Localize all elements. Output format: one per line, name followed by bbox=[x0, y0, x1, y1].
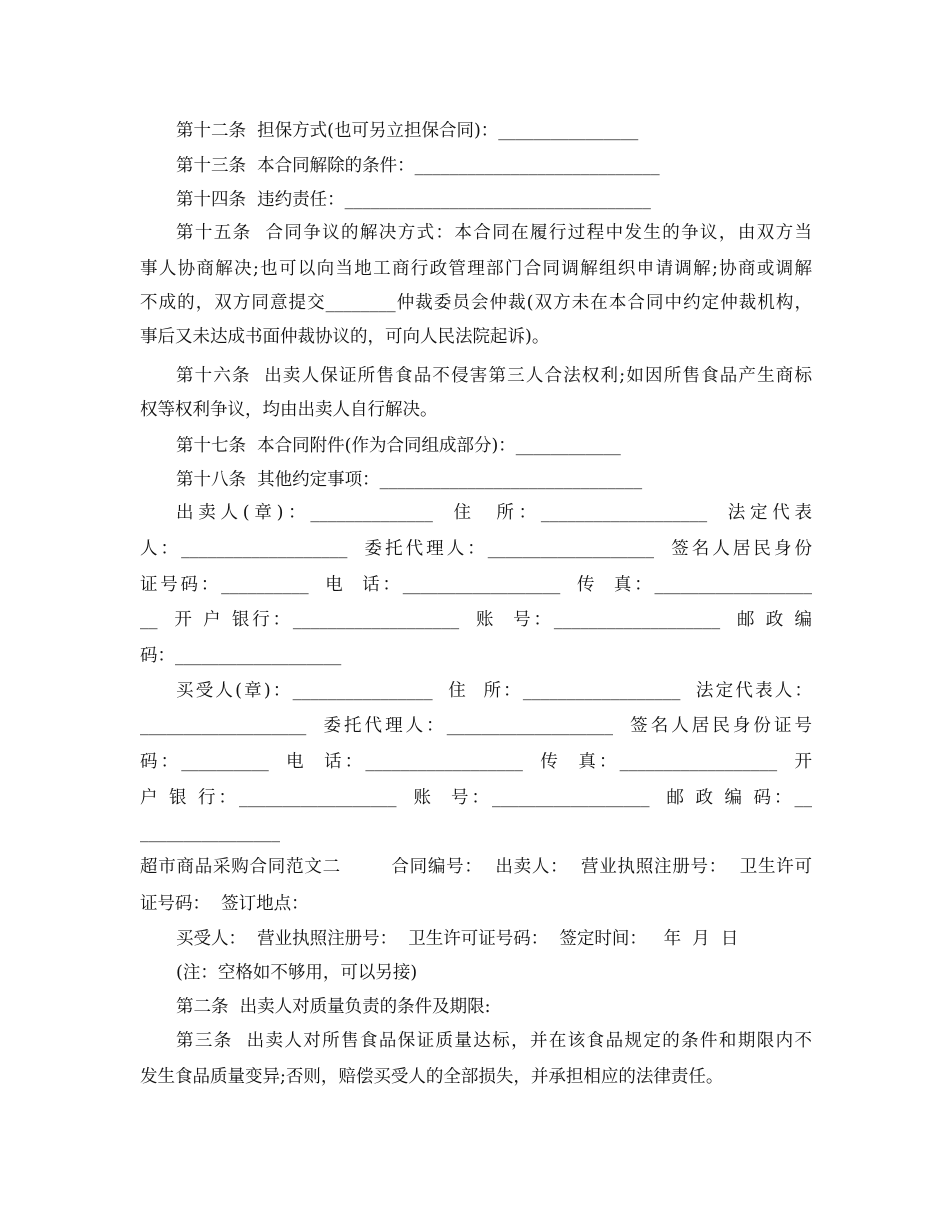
clause-15-line-4: 事后又未达成书面仲裁协议的，可向人民法院起诉)。 bbox=[140, 327, 550, 347]
seller-info-line-5: 码：___________________ bbox=[140, 646, 342, 666]
clause-15-line-1: 第十五条 合同争议的解决方式：本合同在履行过程中发生的争议，由双方当 bbox=[176, 223, 812, 243]
clause-16-line-1: 第十六条 出卖人保证所售食品不侵害第三人合法权利;如因所售食品产生商标 bbox=[176, 366, 812, 386]
clause-3-line-2: 发生食品质量变异;否则，赔偿买受人的全部损失，并承担相应的法律责任。 bbox=[140, 1067, 724, 1087]
seller-info-line-3: 证号码：__________ 电 话：__________________ 传 真：__________________ bbox=[140, 575, 812, 595]
seller-info-line-2: 人：___________________ 委托代理人：___________________ 签名人居民身份 bbox=[140, 539, 812, 559]
buyer-info-line-2: ___________________ 委托代理人：___________________ 签名人居民身份证号 bbox=[140, 716, 812, 736]
clause-16-line-2: 权等权利争议，均由出卖人自行解决。 bbox=[140, 400, 438, 420]
contract-two-header-line-2: 证号码： 签订地点： bbox=[140, 894, 309, 914]
clause-18-other: 第十八条 其他约定事项：______________________________ bbox=[176, 470, 643, 490]
contract-two-buyer-line: 买受人： 营业执照注册号： 卫生许可证号码： 签定时间： 年 月 日 bbox=[176, 929, 739, 949]
clause-13-termination: 第十三条 本合同解除的条件：____________________________ bbox=[176, 156, 660, 176]
clause-3-line-1: 第三条 出卖人对所售食品保证质量达标，并在该食品规定的条件和期限内不 bbox=[176, 1031, 812, 1051]
clause-15-line-3: 不成的，双方同意提交________仲裁委员会仲裁(双方未在本合同中约定仲裁机构， bbox=[140, 293, 812, 313]
contract-two-header-line-1: 超市商品采购合同范文二 合同编号： 出卖人： 营业执照注册号： 卫生许可 bbox=[140, 857, 812, 877]
clause-2-quality-terms: 第二条 出卖人对质量负责的条件及期限: bbox=[176, 997, 491, 1017]
seller-info-line-1: 出卖人(章)：______________ 住 所：___________________ 法定代表 bbox=[176, 503, 812, 523]
buyer-info-line-4: 户 银 行：__________________ 账 号：__________________ 邮 政 编 码：__ bbox=[140, 788, 812, 808]
buyer-info-line-3: 码：__________ 电 话：__________________ 传 真：__________________ 开 bbox=[140, 752, 812, 772]
buyer-info-line-1: 买受人(章)：________________ 住 所：__________________ 法定代表人： bbox=[176, 681, 812, 701]
clause-15-line-2: 事人协商解决;也可以向当地工商行政管理部门合同调解组织申请调解;协商或调解 bbox=[140, 259, 812, 279]
note-line: (注：空格如不够用，可以另接) bbox=[176, 963, 418, 983]
clause-17-attachments: 第十七条 本合同附件(作为合同组成部分)：____________ bbox=[176, 436, 621, 456]
buyer-info-line-5: ________________ bbox=[140, 823, 280, 843]
seller-info-line-4: __ 开 户 银行：___________________ 账 号：___________________ 邮 政 编 bbox=[140, 610, 812, 630]
clause-12-guarantee: 第十二条 担保方式(也可另立担保合同)：________________ bbox=[176, 121, 639, 141]
clause-14-liability: 第十四条 违约责任：___________________________________ bbox=[176, 190, 651, 210]
